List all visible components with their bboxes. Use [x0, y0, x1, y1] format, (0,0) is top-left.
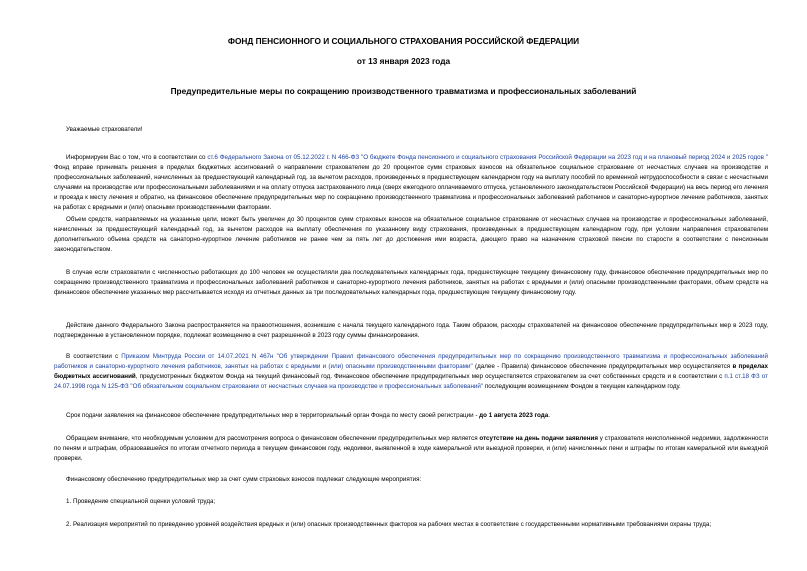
paragraph-1-text-start: Информируем Вас о том, что в соответствии со: [66, 154, 208, 161]
paragraph-5-text-end: последующим возмещением Фондом в текущем календарном году.: [483, 383, 681, 390]
paragraph-5-text-mid2: , предусмотренных бюджетом Фонда на текущий финансовый год. Финансовое обеспечение предупредительных мер осуществляется страхователем за счет собственных средств и в соответствии с: [135, 373, 725, 380]
document-date: от 13 января 2023 года: [356, 56, 451, 66]
paragraph-2: Объем средств, направляемых на указанные цели, может быть увеличен до 30 процентов сумм страховых взносов на обязательное социальное страхование от несчастных случаев на производстве и профессиональных заболеваний, начисленных за предшествующий календарный год, за вычетом расходов на выплату обеспечения по указанному виду страхования, произведенных в предшествующем календарном году, при условии направления страхователем дополнительного объема средств на санаторно-курортное лечение работников не ранее чем за пять лет до достижения ими возраста, дающего право на назначение страховой пенсии по старости в соответствии с пенсионным законодательством.: [54, 216, 768, 253]
paragraph-7-bold: отсутствие на день подачи заявления: [479, 435, 598, 442]
paragraph-5-text-start: В соответствии с: [66, 353, 122, 360]
paragraph-1: [54, 153, 768, 213]
document-title: Предупредительные меры по сокращению производственного травматизма и профессиональных заболеваний: [170, 86, 637, 96]
paragraph-6-text: Срок подачи заявления на финансовое обеспечение предупредительных мер в территориальный орган Фонда по месту своей регистрации -: [66, 412, 480, 419]
paragraph-7: [54, 434, 768, 464]
deadline-date: до 1 августа 2023 года: [479, 412, 549, 419]
law-466-link[interactable]: ст.6 Федерального Закона от 05.12.2022 г. N 466-ФЗ "О бюджете Фонда пенсионного и социального страхования Российской Федерации на 2023 год и на плановый период 2024 и 2025 годов ": [207, 154, 768, 161]
paragraph-8: Финансовому обеспечению предупредительных мер за счет сумм страховых взносов подлежат следующие мероприятия:: [66, 476, 422, 483]
paragraph-7-text-end: у страхователя неисполненной недоимки, задолженности по пеням и штрафам, образовавшейся по итогам отчетного периода в текущем финансовом году, недоимки, выявленной в ходе камеральной или выездной проверки, и (или) начисленных пени и штрафы по итогам камеральной или выездной проверки.: [54, 435, 769, 462]
paragraph-6: [54, 411, 768, 421]
paragraph-3: В случае если страхователи с численностью работающих до 100 человек не осуществляли два последовательных календарных года, предшествующие текущему финансовому году, финансовое обеспечение предупредительных мер по сокращению производственного травматизма и профессиональных заболеваний работников и санаторно-курортного лечения работников, занятых на работах с вредными и (или) опасными производственными факторами, объем средств на финансовое обеспечение указанных мер рассчитывается исходя из отчетных данных за три последовательных календарных года, предшествующие текущему финансовому году.: [54, 269, 768, 296]
document-org-heading: ФОНД ПЕНСИОННОГО И СОЦИАЛЬНОГО СТРАХОВАНИЯ РОССИЙСКОЙ ФЕДЕРАЦИИ: [227, 36, 580, 46]
list-item-2: 2. Реализация мероприятий по приведению уровней воздействия вредных и (или) опасных производственных факторов на рабочих местах в соответствие с государственными нормативными требованиями охраны труда;: [66, 521, 712, 528]
paragraph-6-text-end: .: [548, 412, 550, 419]
paragraph-7-text: Обращаем внимание, что необходимым условием для рассмотрения вопроса о финансовом обеспечении предупредительных мер является: [66, 435, 480, 442]
list-item-1: 1. Проведение специальной оценки условий труда;: [66, 498, 216, 505]
paragraph-5: [54, 352, 768, 392]
greeting: Уважаемые страхователи!: [66, 126, 143, 133]
paragraph-4: Действие данного Федерального Закона распространяется на правоотношения, возникшие с начала текущего календарного года. Таким образом, расходы страхователей на финансовое обеспечение предупредительных мер в 2023 году, подтвержденные в установленном порядке, подлежат возмещению в счет разрешенной в 2023 году суммы финансирования.: [54, 322, 768, 339]
paragraph-5-text-mid1: (далее - Правила) финансовое обеспечение предупредительных мер осуществляется: [472, 363, 733, 370]
mintrud-order-link[interactable]: Приказом Минтруда России от 14.07.2021 N 467н "Об утверждении Правил финансового обеспечения предупредительных мер по сокращению производственного травматизма и профессиональных заболеваний работников и санаторно-курортного лечения работников, занятых на работах с вредными и (или) опасными производственными факторами": [54, 353, 768, 370]
law-125-link[interactable]: п.1 ст.18 ФЗ от 24.07.1998 года N 125-ФЗ "Об обязательном социальном страховании от несчастных случаев на производстве и профессиональных заболеваний": [54, 373, 769, 390]
paragraph-1-text-end: Фонд вправе принимать решения в пределах бюджетных ассигнований о направлении страхователем до 20 процентов сумм страховых взносов на обязательное социальное страхование от несчастных случаев на производстве и профессиональных заболеваний, начисленных за предшествующий календарный год, за вычетом расходов, произведенных в предшествующем календарном году на выплату пособий по временной нетрудоспособности в связи с несчастными случаями на производстве или профессиональными заболеваниями и на оплату отпуска застрахованного лица (сверх ежегодного оплачиваемого отпуска, установленного законодательством Российской Федерации) на весь период его лечения и проезда к месту лечения и обратно, на финансовое обеспечение предупредительных мер по сокращению производственного травматизма и профессиональных заболеваний работников и санаторно-курортное лечение работников, занятых на работах с вредными и (или) опасными производственными факторами.: [54, 164, 768, 211]
paragraph-5-bold: в пределах бюджетных ассигнований: [54, 363, 768, 380]
